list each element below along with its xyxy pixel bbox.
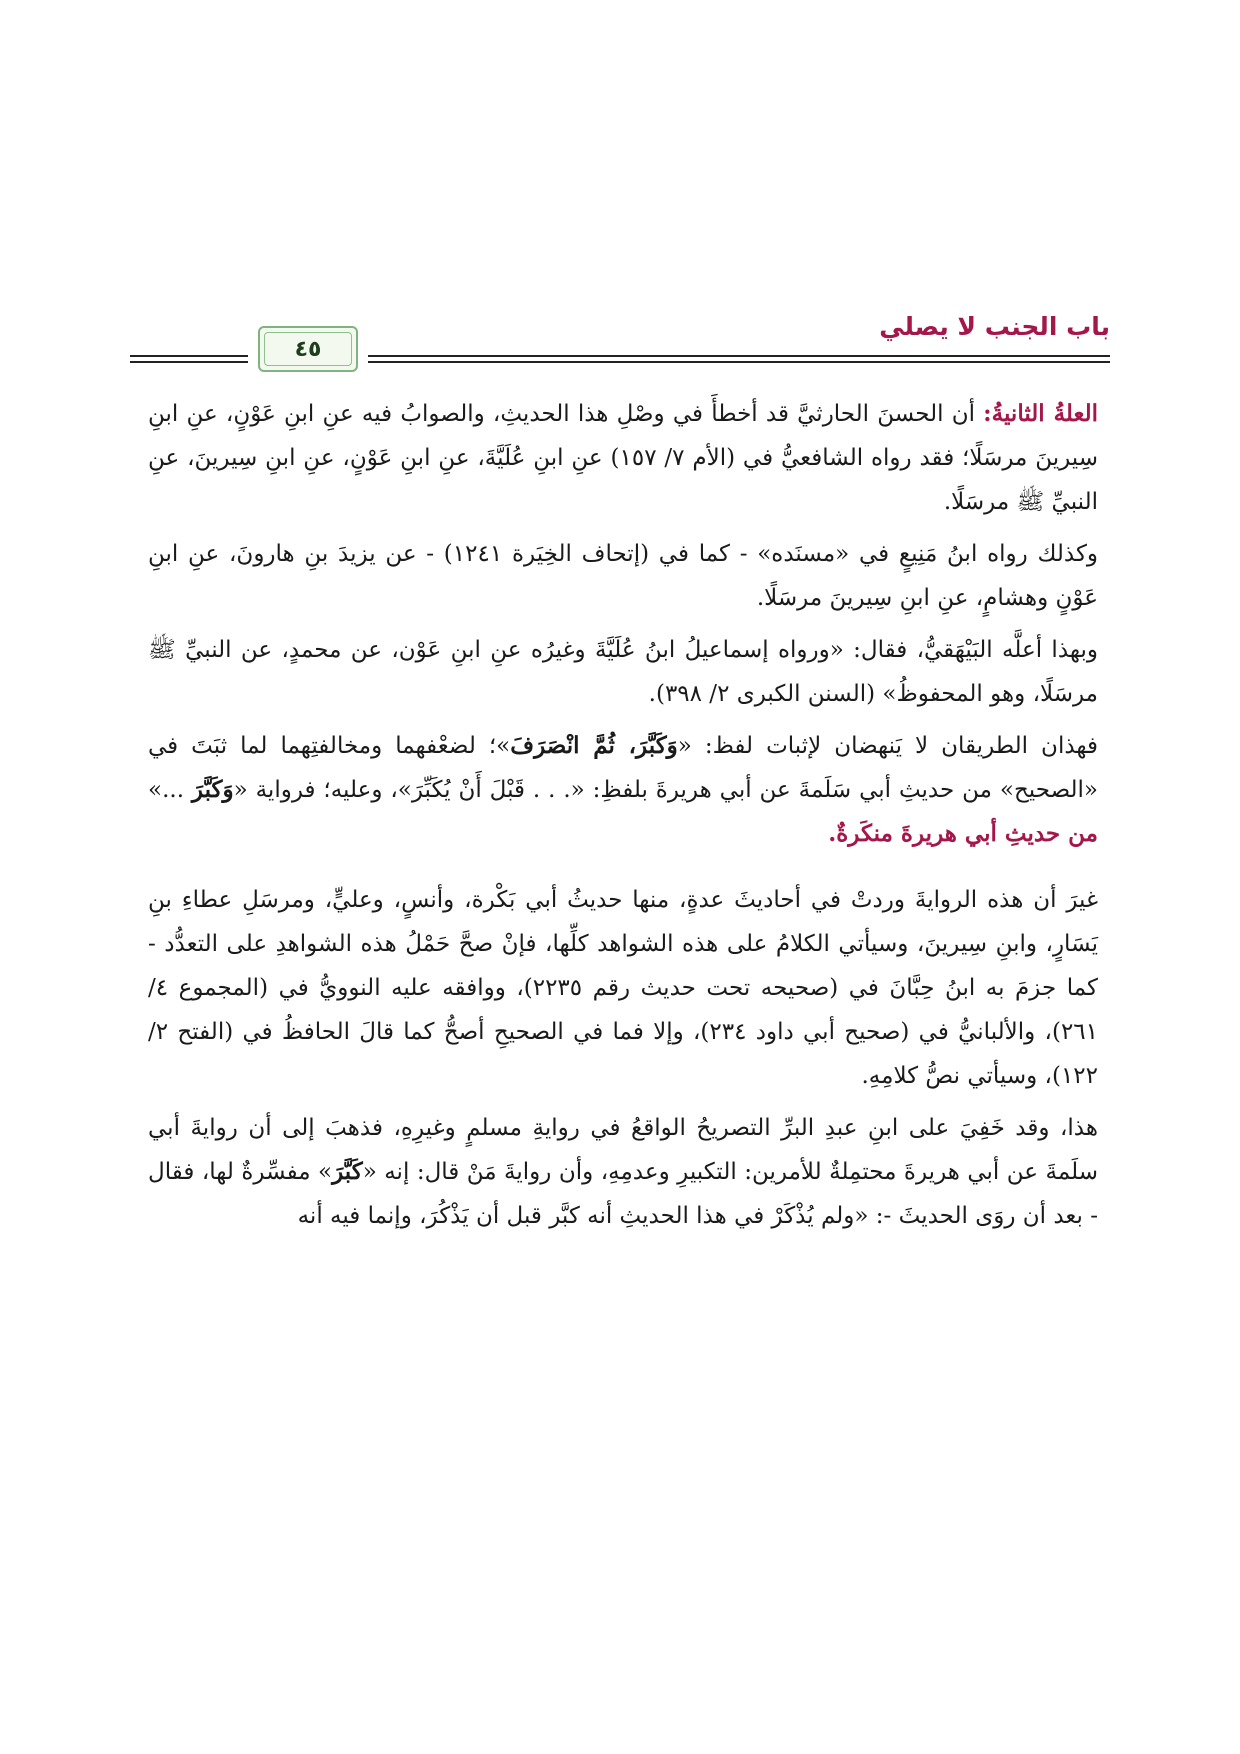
paragraph-text: هذا، وقد خَفِيَ على ابنِ عبدِ البرِّ التصريحُ الواقعُ في روايةِ مسلمٍ وغيرِهِ، فذهبَ إلى أن روايةَ أبي سلَمةَ عن أبي هريرةَ محتمِلةٌ للأمرين: التكبيرِ وعدمِهِ، وأن روايةَ مَنْ قال: إنه «: [148, 1115, 1099, 1185]
paragraph: [148, 724, 1098, 856]
paragraph: وكذلك رواه ابنُ مَنِيعٍ في «مسنَده» - كما في (إتحاف الخِيَرة ١٢٤١) - عن يزيدَ بنِ هارونَ، عنِ ابنِ عَوْنٍ وهشامٍ، عنِ ابنِ سِيرينَ مرسَلًا.: [148, 541, 1098, 611]
page-number-badge: [258, 326, 358, 372]
paragraph-text: أن الحسنَ الحارثيَّ قد أخطأَ في وصْلِ هذا الحديثِ، والصوابُ فيه عنِ ابنِ عَوْنٍ، عنِ ابنِ سِيرينَ مرسَلًا؛ فقد رواه الشافعيُّ في (الأم ٧/ ١٥٧) عنِ ابنِ عُلَيَّةَ، عنِ ابنِ عَوْنٍ، عنِ ابنِ سِيرينَ، عنِ النبيِّ ﷺ مرسَلًا.: [148, 401, 1099, 515]
page-number: ٤٥: [294, 336, 322, 362]
paragraph-text: ...»: [148, 777, 192, 803]
paragraph-text: فهذان الطريقان لا يَنهضان لإثبات لفظ: «: [677, 733, 1099, 759]
paragraph: غيرَ أن هذه الروايةَ وردتْ في أحاديثَ عدةٍ، منها حديثُ أبي بَكْرة، وأنسٍ، وعليٍّ، ومرسَلِ عطاءِ بنِ يَسَارٍ، وابنِ سِيرينَ، وسيأتي الكلامُ على هذه الشواهد كلِّها، فإنْ صحَّ حَمْلُ هذه الشواهدِ على التعدُّد - كما جزمَ به ابنُ حِبَّانَ في (صحيحه تحت حديث رقم ٢٢٣٥)، ووافقه عليه النوويُّ في (المجموع ٤/ ٢٦١)، والألبانيُّ في (صحيح أبي داود ٢٣٤)، وإلا فما في الصحيحِ أصحُّ كما قالَ الحافظُ في (الفتح ٢/ ١٢٢)، وسيأتي نصُّ كلامِهِ.: [148, 887, 1098, 1089]
paragraph: [148, 1106, 1098, 1238]
paragraph-text: »؛ لضعْفهما ومخالفتِهما لما ثبَتَ في «الصحيح» من حديثِ أبي سَلَمةَ عن أبي هريرةَ بلفظِ: «. . . قَبْلَ أَنْ يُكَبِّرَ»، وعليه؛ فرواية «: [148, 733, 1098, 803]
hadith-quote: وَكَبَّرَ: [191, 776, 234, 803]
paragraph: [148, 392, 1098, 524]
body-text: [148, 392, 1098, 1246]
highlighted-verdict: من حديثِ أبي هريرةَ منكَرةٌ.: [828, 820, 1098, 847]
hadith-quote: كَبَّرَ: [332, 1158, 363, 1185]
header-rule: [130, 361, 248, 363]
chapter-title: باب الجنب لا يصلي: [879, 312, 1110, 341]
paragraph-text: » مفسِّرةٌ لها، فقال - بعد أن روَى الحديثَ -: «ولم يُذْكَرْ في هذا الحديثِ أنه كبَّر قبل أن يَذْكُرَ، وإنما فيه أنه: [148, 1159, 1098, 1229]
header-rule: [368, 355, 1110, 357]
header-rule: [368, 361, 1110, 363]
page-header: [130, 312, 1110, 372]
section-lead: العلةُ الثانيةُ:: [983, 400, 1099, 427]
paragraph: وبهذا أعلَّه البَيْهَقيُّ، فقال: «ورواه إسماعيلُ ابنُ عُلَيَّةَ وغيرُه عنِ ابنِ عَوْن، عن محمدٍ، عن النبيِّ ﷺ مرسَلًا، وهو المحفوظُ» (السنن الكبرى ٢/ ٣٩٨).: [148, 637, 1098, 707]
hadith-quote: وَكَبَّرَ، ثُمَّ انْصَرَفَ: [510, 732, 678, 759]
header-rule: [130, 355, 248, 357]
